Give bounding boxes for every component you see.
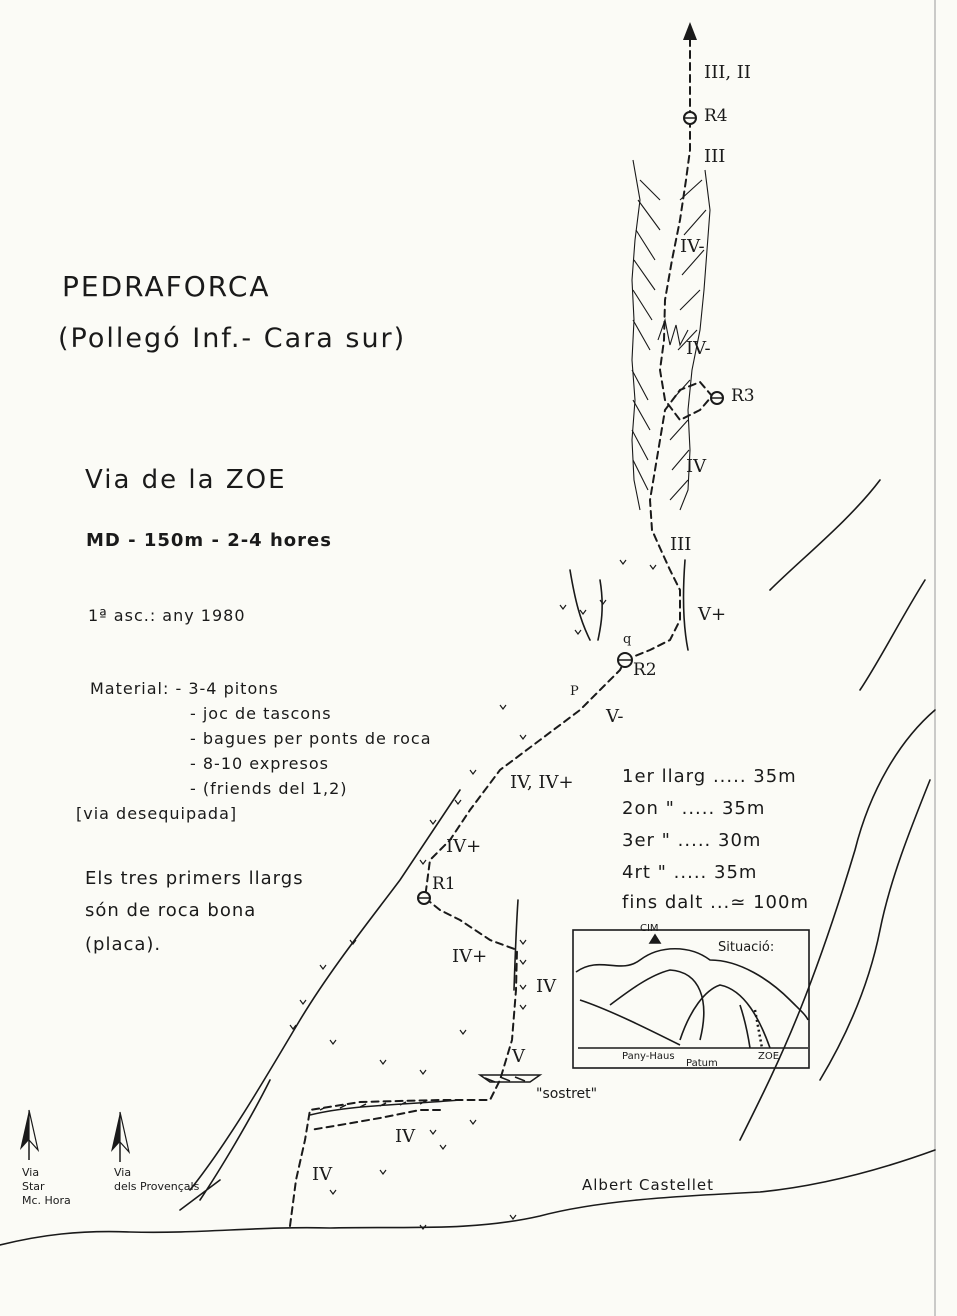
pitch-label: 4rt ": [622, 862, 667, 883]
inset-title: Situació:: [718, 940, 775, 955]
route-summary: MD - 150m - 2-4 hores: [86, 530, 332, 551]
page-title: PEDRAFORCA: [62, 270, 271, 303]
pitch-length: 35m: [753, 766, 797, 787]
crack-2: [598, 580, 602, 640]
crack-1: [570, 570, 590, 640]
grass-tufts: [290, 560, 656, 1229]
other-route-right: [114, 1166, 199, 1194]
pitch-length: 35m: [714, 862, 758, 883]
pitch-label: 1er llarg: [622, 766, 707, 787]
belay-r1-label: R1: [432, 874, 456, 894]
material-note: [via desequipada]: [76, 804, 238, 823]
pitch-row: [622, 798, 765, 819]
material-item: - bagues per ponts de roca: [190, 729, 432, 748]
pitch-length: 35m: [721, 798, 766, 819]
rock-note-line: són de roca bona: [85, 900, 257, 921]
grade-label: IV-: [680, 236, 705, 257]
grade-label: III: [704, 146, 726, 167]
pitch-dots: .....: [673, 862, 708, 883]
pitch-row: [622, 766, 797, 787]
roof-label: "sostret": [536, 1086, 598, 1102]
grade-label: IV, IV+: [510, 772, 574, 793]
grade-label: IV: [686, 456, 707, 477]
pitch-length: 30m: [718, 830, 762, 851]
other-route-arrows: [20, 1110, 129, 1162]
other-route-text: Via: [22, 1166, 40, 1179]
pitch-dots: .....: [712, 766, 747, 787]
grade-label: V+: [698, 604, 727, 625]
material-block: [76, 676, 432, 826]
grade-label: IV+: [452, 946, 488, 967]
route-name: Via de la ZOE: [85, 465, 287, 495]
inset-route: ZOE: [758, 1051, 780, 1062]
mountain-edge-left: [190, 790, 460, 1190]
belay-r4-label: R4: [704, 106, 728, 126]
terrain-right-2: [820, 780, 930, 1080]
other-route-text: Mc. Hora: [22, 1194, 71, 1207]
route-line-base-left: [310, 1110, 440, 1130]
material-item: - 3-4 pitons: [175, 679, 279, 698]
material-item: - joc de tascons: [190, 704, 332, 723]
pitch-label: fins dalt: [622, 892, 704, 913]
author-credit: Albert Castellet: [582, 1176, 715, 1194]
rock-note-line: (placa).: [85, 934, 162, 955]
belay-r2-label: R2: [633, 660, 657, 680]
grade-label: V: [512, 1046, 525, 1067]
terrain-right-4: [860, 580, 925, 690]
grade-label: III: [670, 534, 692, 555]
grade-label: IV: [536, 976, 557, 997]
pitch-label: 3er ": [622, 830, 671, 851]
inset-route: Patum: [686, 1058, 718, 1069]
pitch-row: [622, 830, 761, 851]
belay-r3-label: R3: [731, 386, 755, 406]
crack-3: [684, 560, 688, 650]
grade-label: IV+: [446, 836, 482, 857]
other-route-text: Star: [22, 1180, 45, 1193]
ground-line: [0, 1150, 935, 1245]
material-item: - (friends del 1,2): [190, 779, 348, 798]
grade-top: III, II: [704, 62, 751, 83]
pitch-dots: .....: [677, 830, 712, 851]
pitch-dots: .....: [681, 798, 716, 819]
pitch-length: 100m: [753, 892, 809, 913]
pitch-dots: ...≃: [710, 892, 747, 913]
inset-summit: CIM: [640, 923, 659, 934]
rock-note-line: Els tres primers llargs: [85, 868, 304, 889]
terrain-right-3: [770, 480, 880, 590]
other-route-text: dels Provençals: [114, 1180, 200, 1193]
peg-label: P: [570, 684, 579, 699]
pitch-label: 2on ": [622, 798, 675, 819]
first-ascent: 1ª asc.: any 1980: [88, 606, 246, 625]
peg-label: q: [623, 632, 632, 647]
pitch-row: [622, 892, 809, 913]
grade-label: V-: [606, 706, 624, 727]
grade-label: IV: [312, 1164, 333, 1185]
top-arrow: [683, 22, 697, 40]
grade-label: IV: [395, 1126, 416, 1147]
other-route-left: [22, 1166, 71, 1208]
pitch-row: [622, 862, 757, 883]
material-item: - 8-10 expresos: [190, 754, 329, 773]
grade-label: IV-: [686, 338, 711, 359]
other-route-text: Via: [114, 1166, 132, 1179]
page-subtitle: (Pollegó Inf.- Cara sur): [58, 323, 407, 354]
inset-route: Pany-Haus: [622, 1051, 675, 1062]
material-heading: Material:: [90, 679, 170, 698]
